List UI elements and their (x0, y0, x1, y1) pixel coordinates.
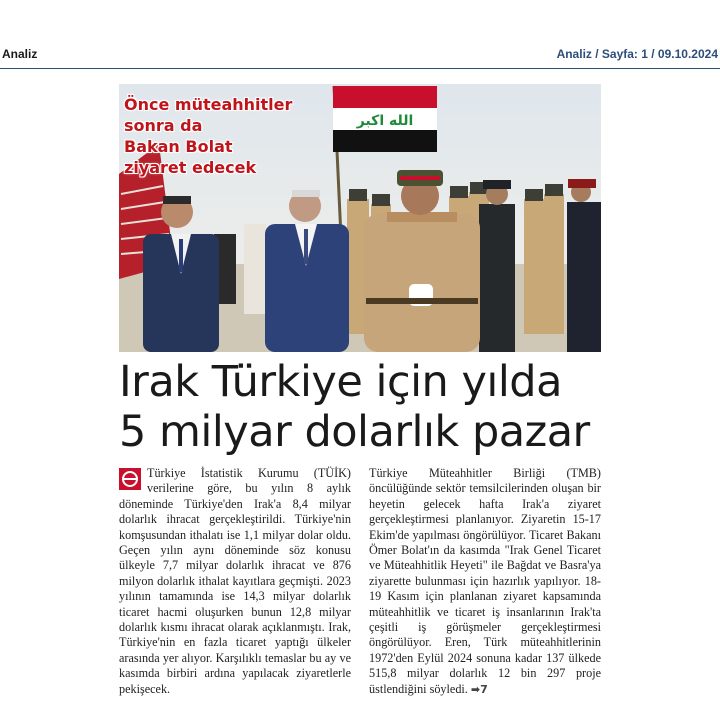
newspaper-logo-icon (119, 468, 141, 490)
article-text: Türkiye Müteahhitler Birliği (TMB) öncülüğünde sektör temsilcilerinden oluşan bir heyetin gelecek hafta Irak'a ziyaret gerçekleştirmesi planlanıyor. Ziyaretin 15-17 Ekim'de yapılması öngörülüyor. Ticaret Bakanı Ömer Bolat'ın da kasımda "Irak Genel Ticaret ve Müteahhitlik Heyeti" ile Bağdat ve Basra'ya ziyarette bulunması için hazırlık yapılıyor. 18-19 Kasım için planlanan ziyaret kapsamında müteahhitlik ve ticaret iş insanlarının Irak'ta çeşitli iş görüşmeler gerçekleştirmesi öngörülüyor. Eren, Türk müteahhitlerinin 1972'den Eylül 2024 sonuna kadar 137 ülkede 515,8 milyar dolarlık 12 bin 297 proje üstlendiğini söyledi. (369, 466, 601, 696)
headline-line: Irak Türkiye için yılda (119, 357, 562, 407)
section-label: Analiz (2, 47, 38, 61)
header-rule (0, 68, 720, 69)
continuation-page: 7 (480, 682, 488, 696)
continuation-arrow-icon: ➡ (470, 682, 481, 696)
article-column-2 (369, 466, 601, 697)
article-text: Türkiye İstatistik Kurumu (TÜİK) verilerine göre, bu yılın 8 aylık döneminde Türkiye'den Irak'a 8,4 milyar dolarlık ihracat gerçekleştirildi. Türkiye'nin komşusundan ithalatı ise 1,1 milyar dolar oldu. Geçen yılın aynı döneminde söz konusu ülkeyle 7,7 milyar dolarlık ihracat ve 876 milyon dolarlık ithalat kayıtlara geçmişti. 2023 yılının tamamında ise 14,3 milyar dolarlık ticaret hacmi oluşurken bunun 12,8 milyar dolarlık kısmı ihracat olarak açıklanmıştı. Irak, Türkiye'nin en fazla ticaret yaptığı ülkeler arasında yer alıyor. Karşılıklı temaslar bu ay ve kasımda birbiri ardına yapılacak ziyaretlerle pekişecek. (119, 466, 351, 696)
overlay-line: Önce müteahhitler (124, 95, 293, 114)
overlay-line: sonra da (124, 116, 203, 135)
overlay-line: ziyaret edecek (124, 158, 257, 177)
overlay-line: Bakan Bolat (124, 137, 233, 156)
article-column-1 (119, 466, 351, 697)
headline (119, 357, 604, 457)
headline-line: 5 milyar dolarlık pazar (119, 407, 590, 457)
photo-caption-overlay (124, 94, 292, 178)
flag-inscription: الله اكبر (356, 113, 414, 129)
page-info: Analiz / Sayfa: 1 / 09.10.2024 (556, 47, 718, 61)
